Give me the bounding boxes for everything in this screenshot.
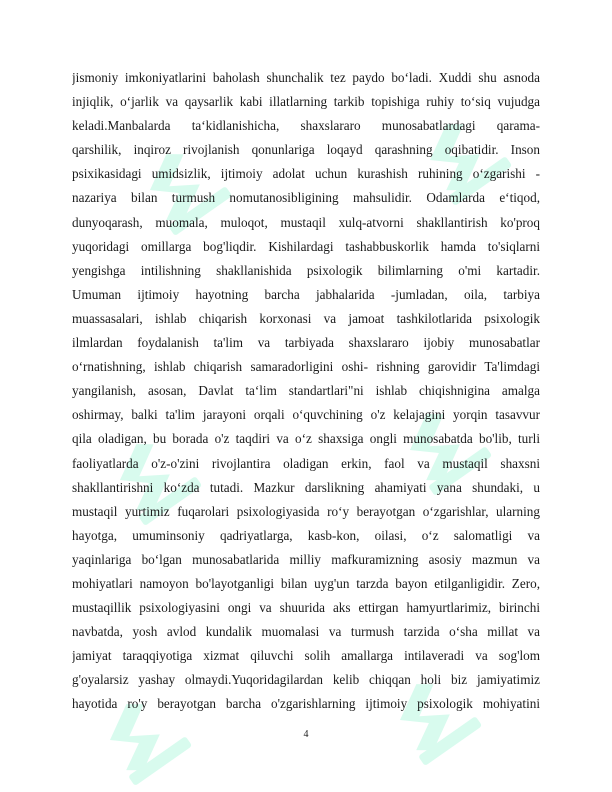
body-line: hayotga, umuminsoniy qadriyatlarga, kasb-kon, oilasi, o‘z salomatligi va	[72, 527, 540, 543]
body-line: hayotida ro'y berayotgan barcha o'zgarishlarning ijtimoiy psixologik mohiyatini	[72, 696, 540, 712]
body-line: jamiyat taraqqiyotiga xizmat qiluvchi solih amallarga intilaveradi va sog'lom	[72, 648, 540, 664]
body-line: yangilanish, asosan, Davlat ta‘lim standartlari"ni ishlab chiqishnigina amalga	[72, 383, 540, 399]
body-line: nazariya bilan turmush nomutanosibligining mahsulidir. Odamlarda e‘tiqod,	[72, 190, 540, 206]
body-line: g'oyalarsiz yashay olmaydi.Yuqoridagilardan kelib chiqqan holi biz jamiyatimiz	[72, 672, 540, 688]
body-line: injiqlik, o‘jarlik va qaysarlik kabi illatlarning tarkib topishiga ruhiy to‘siq vujudga	[72, 94, 540, 110]
body-line: navbatda, yosh avlod kundalik muomalasi va turmush tarzida o‘sha millat va	[72, 624, 540, 640]
body-line: qarshilik, inqiroz rivojlanish qonunlariga loqayd qarashning oqibatidir. Inson	[72, 142, 540, 158]
body-line: oshirmay, balki ta'lim jarayoni orqali o‘quvchining o'z kelajagini yorqin tasavvur	[72, 407, 540, 423]
body-line: Umuman ijtimoiy hayotning barcha jabhalarida -jumladan, oila, tarbiya	[72, 286, 540, 302]
body-line: mohiyatlari namoyon bo'layotganligi bilan uyg'un tarzda bayon etilganligidir. Zero,	[72, 575, 540, 591]
body-text	[72, 66, 540, 717]
body-line: mustaqil yurtimiz fuqarolari psixologiyasida ro‘y berayotgan o‘zgarishlar, ularning	[72, 503, 540, 519]
body-line: psixikasidagi umidsizlik, ijtimoiy adolat uchun kurashish ruhining o‘zgarishi -	[72, 166, 540, 182]
body-line: keladi.Manbalarda ta‘kidlanishicha, shaxslararo munosabatlardagi qarama-	[72, 118, 540, 134]
body-line: yengishga intilishning shakllanishida psixologik bilimlarning o'mi kartadir.	[72, 262, 540, 278]
body-line: faoliyatlarda o'z-o'zini rivojlantira oladigan erkin, faol va mustaqil shaxsni	[72, 455, 540, 471]
body-line: mustaqillik psixologiyasini ongi va shuurida aks ettirgan hamyurtlarimiz, birinchi	[72, 600, 540, 616]
page-number: 4	[303, 729, 309, 740]
body-line: yaqinlariga bo‘lgan munosabatlarida milliy mafkuramizning asosiy mazmun va	[72, 551, 540, 567]
body-line: jismoniy imkoniyatlarini baholash shunchalik tez paydo bo‘ladi. Xuddi shu asnoda	[72, 70, 540, 85]
body-line: shakllantirishni ko‘zda tutadi. Mazkur darslikning ahamiyati yana shundaki, u	[72, 479, 540, 495]
body-line: qila oladigan, bu borada o'z taqdiri va o‘z shaxsiga ongli munosabatda bo'lib, turli	[72, 431, 540, 447]
body-line: dunyoqarash, muomala, muloqot, mustaqil xulq-atvorni shakllantirish ko'proq	[72, 214, 540, 230]
body-line: ilmlardan foydalanish ta'lim va tarbiyada shaxslararo ijobiy munosabatlar	[72, 335, 540, 351]
body-line: yuqoridagi omillarga bog'liqdir. Kishilardagi tashabbuskorlik hamda to'siqlarni	[72, 238, 540, 254]
body-line: muassasalari, ishlab chiqarish korxonasi va jamoat tashkilotlarida psixologik	[72, 310, 540, 326]
body-line: o‘rnatishning, ishlab chiqarish samaradorligini oshi- rishning garovidir Ta'limdagi	[72, 359, 540, 375]
